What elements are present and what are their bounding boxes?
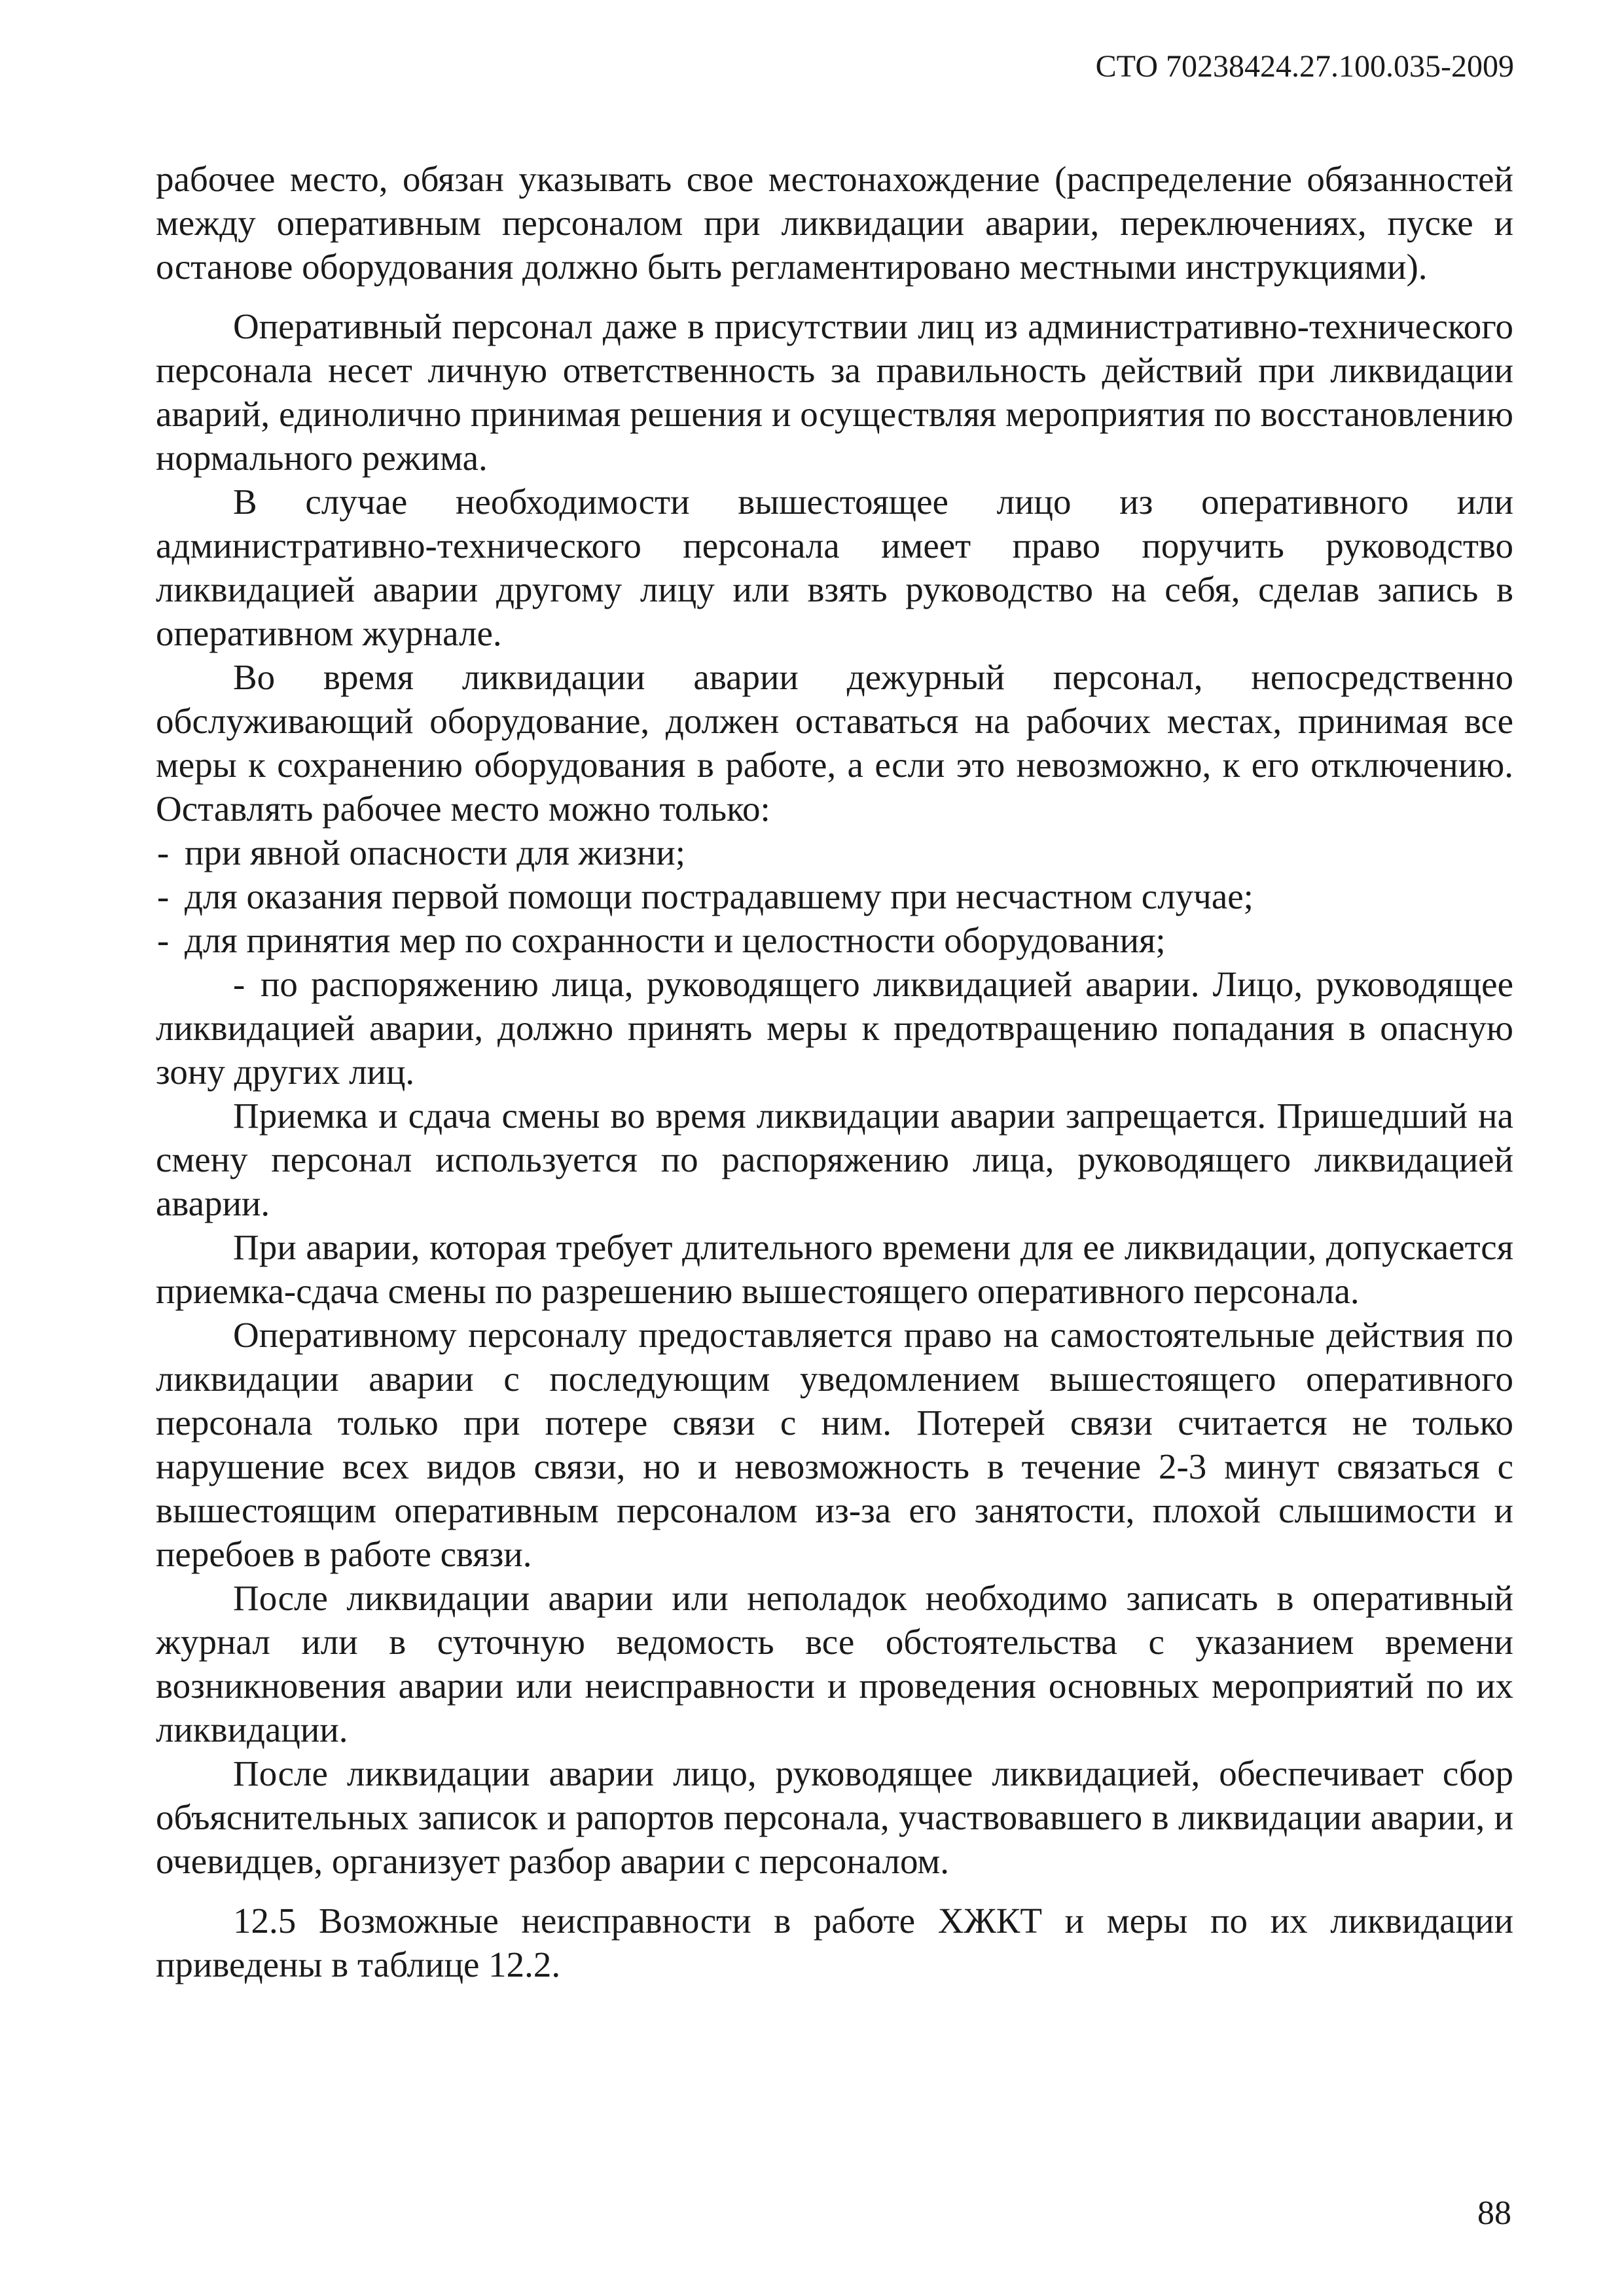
paragraph: В случае необходимости вышестоящее лицо из оперативного или административно-технического персонала имеет право поручить руководство ликвидацией аварии другому лицу или взять руководство на себя, сделав запись в оперативном журнале.	[156, 482, 1513, 653]
list-dash: -	[233, 964, 245, 1004]
paragraph: После ликвидации аварии лицо, руководящее ликвидацией, обеспечивает сбор объяснительных записок и рапортов персонала, участвовавшего в ликвидации аварии, и очевидцев, организует разбор аварии с персоналом.	[156, 1753, 1513, 1881]
list-item-text: для принятия мер по сохранности и целостности оборудования;	[185, 920, 1166, 960]
list-dash: -	[157, 920, 170, 960]
paragraph: Приемка и сдача смены во время ликвидации аварии запрещается. Пришедший на смену персонал используется по распоряжению лица, руководящего ликвидацией аварии.	[156, 1096, 1513, 1223]
list-item	[156, 962, 1513, 1094]
document-code-header: СТО 70238424.27.100.035-2009	[1095, 49, 1514, 84]
paragraph: Во время ликвидации аварии дежурный персонал, непосредственно обслуживающий оборудование, должен оставаться на рабочих местах, принимая все меры к сохранению оборудования в работе, а если это невозможно, к его отключению. Оставлять рабочее место можно только:	[156, 657, 1513, 829]
page-body	[156, 157, 1513, 1986]
list-item-text: по распоряжению лица, руководящего ликвидацией аварии. Лицо, руководящее ликвидацией аварии, должно принять меры к предотвращению попадания в опасную зону других лиц.	[156, 964, 1513, 1092]
section-paragraph: 12.5 Возможные неисправности в работе ХЖКТ и меры по их ликвидации приведены в таблице 12.2.	[156, 1901, 1513, 1984]
list-dash: -	[157, 833, 170, 872]
list-item	[156, 918, 1513, 962]
list-dash: -	[157, 876, 170, 916]
paragraph: Оперативному персоналу предоставляется право на самостоятельные действия по ликвидации аварии с последующим уведомлением вышестоящего оперативного персонала только при потере связи с ним. Потерей связи считается не только нарушение всех видов связи, но и невозможность в течение 2-3 минут связаться с вышестоящим оперативным персоналом из-за его занятости, плохой слышимости и перебоев в работе связи.	[156, 1315, 1513, 1574]
paragraph: При аварии, которая требует длительного времени для ее ликвидации, допускается приемка-сдача смены по разрешению вышестоящего оперативного персонала.	[156, 1227, 1513, 1311]
paragraph: Оперативный персонал даже в присутствии лиц из административно-технического персонала несет личную ответственность за правильность действий при ликвидации аварий, единолично принимая решения и осуществляя мероприятия по восстановлению нормального режима.	[156, 306, 1513, 478]
page-number: 88	[1477, 2195, 1511, 2232]
list-item	[156, 874, 1513, 918]
paragraph-continuation: рабочее место, обязан указывать свое местонахождение (распределение обязанностей между оперативным персоналом при ликвидации аварии, переключениях, пуске и останове оборудования должно быть регламентировано местными инструкциями).	[156, 159, 1513, 287]
paragraph: После ликвидации аварии или неполадок необходимо записать в оперативный журнал или в суточную ведомость все обстоятельства с указанием времени возникновения аварии или неисправности и проведения основных мероприятий по их ликвидации.	[156, 1578, 1513, 1749]
list-item-text: для оказания первой помощи пострадавшему при несчастном случае;	[185, 876, 1254, 916]
list-item	[156, 831, 1513, 874]
list-item-text: при явной опасности для жизни;	[185, 833, 685, 872]
